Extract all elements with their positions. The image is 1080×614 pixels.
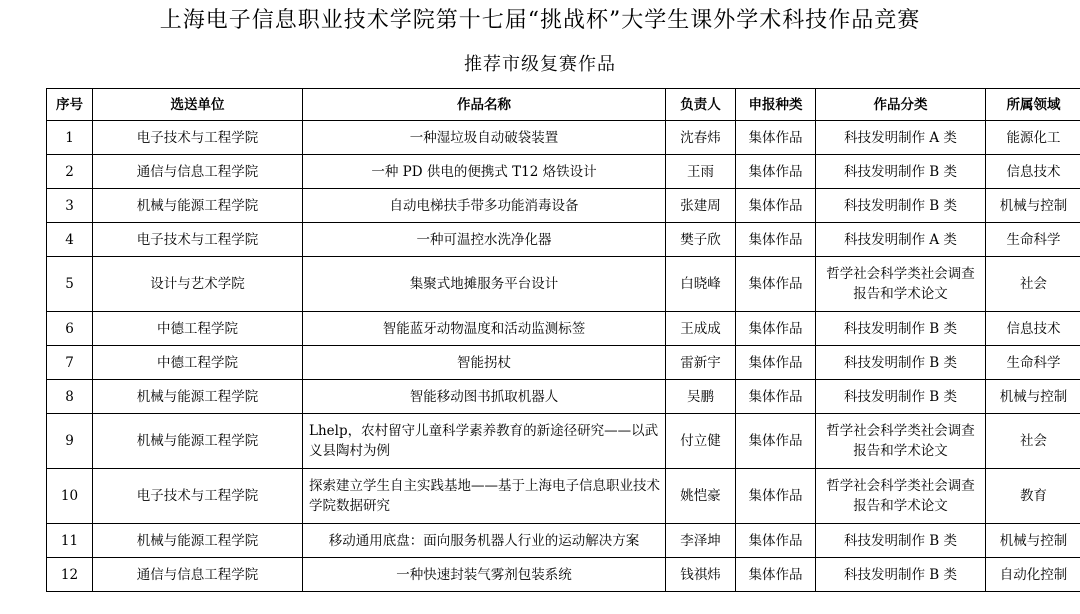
cell-leader: 王成成	[666, 312, 736, 346]
cell-field: 教育	[986, 469, 1080, 524]
cell-index: 2	[47, 155, 93, 189]
cell-category: 科技发明制作 B 类	[816, 524, 986, 558]
works-table	[46, 88, 1080, 592]
cell-entry-type: 集体作品	[736, 155, 816, 189]
cell-category: 科技发明制作 B 类	[816, 346, 986, 380]
cell-work-name: 移动通用底盘：面向服务机器人行业的运动解决方案	[303, 524, 666, 558]
cell-leader: 沈春炜	[666, 121, 736, 155]
cell-entry-type: 集体作品	[736, 223, 816, 257]
cell-unit: 机械与能源工程学院	[93, 189, 303, 223]
cell-leader: 付立健	[666, 414, 736, 469]
cell-field: 生命科学	[986, 346, 1080, 380]
table-row	[47, 257, 1080, 312]
cell-category: 科技发明制作 A 类	[816, 121, 986, 155]
table-row	[47, 189, 1080, 223]
table-row	[47, 558, 1080, 592]
header-unit: 选送单位	[93, 89, 303, 121]
cell-work-name: 智能蓝牙动物温度和活动监测标签	[303, 312, 666, 346]
cell-work-name: 探索建立学生自主实践基地——基于上海电子信息职业技术学院数据研究	[303, 469, 666, 524]
cell-unit: 机械与能源工程学院	[93, 380, 303, 414]
cell-index: 9	[47, 414, 93, 469]
cell-entry-type: 集体作品	[736, 469, 816, 524]
cell-unit: 设计与艺术学院	[93, 257, 303, 312]
cell-leader: 李泽坤	[666, 524, 736, 558]
cell-leader: 王雨	[666, 155, 736, 189]
cell-index: 1	[47, 121, 93, 155]
cell-leader: 樊子欣	[666, 223, 736, 257]
cell-leader: 张建周	[666, 189, 736, 223]
cell-work-name: 一种湿垃圾自动破袋装置	[303, 121, 666, 155]
cell-category: 科技发明制作 B 类	[816, 155, 986, 189]
cell-field: 信息技术	[986, 155, 1080, 189]
table-row	[47, 469, 1080, 524]
cell-field: 机械与控制	[986, 380, 1080, 414]
cell-work-name: 自动电梯扶手带多功能消毒设备	[303, 189, 666, 223]
cell-unit: 电子技术与工程学院	[93, 469, 303, 524]
table-row	[47, 346, 1080, 380]
cell-field: 能源化工	[986, 121, 1080, 155]
header-leader: 负责人	[666, 89, 736, 121]
cell-entry-type: 集体作品	[736, 524, 816, 558]
cell-unit: 中德工程学院	[93, 312, 303, 346]
cell-index: 8	[47, 380, 93, 414]
cell-field: 生命科学	[986, 223, 1080, 257]
header-index: 序号	[47, 89, 93, 121]
cell-index: 12	[47, 558, 93, 592]
cell-index: 4	[47, 223, 93, 257]
cell-field: 机械与控制	[986, 524, 1080, 558]
cell-work-name: 智能移动图书抓取机器人	[303, 380, 666, 414]
table-row	[47, 414, 1080, 469]
header-category: 作品分类	[816, 89, 986, 121]
cell-leader: 吴鹏	[666, 380, 736, 414]
cell-entry-type: 集体作品	[736, 312, 816, 346]
document-title: 上海电子信息职业技术学院第十七届“挑战杯”大学生课外学术科技作品竞赛	[159, 8, 921, 33]
cell-category: 科技发明制作 B 类	[816, 380, 986, 414]
table-row	[47, 155, 1080, 189]
cell-field: 自动化控制	[986, 558, 1080, 592]
table-row	[47, 121, 1080, 155]
cell-entry-type: 集体作品	[736, 189, 816, 223]
cell-entry-type: 集体作品	[736, 346, 816, 380]
cell-field: 信息技术	[986, 312, 1080, 346]
document-subtitle: 推荐市级复赛作品	[464, 54, 616, 75]
cell-index: 11	[47, 524, 93, 558]
table-row	[47, 223, 1080, 257]
cell-unit: 通信与信息工程学院	[93, 155, 303, 189]
cell-unit: 机械与能源工程学院	[93, 524, 303, 558]
cell-entry-type: 集体作品	[736, 558, 816, 592]
cell-leader: 钱祺炜	[666, 558, 736, 592]
cell-field: 机械与控制	[986, 189, 1080, 223]
table-header-row	[47, 89, 1080, 121]
cell-entry-type: 集体作品	[736, 380, 816, 414]
cell-index: 10	[47, 469, 93, 524]
cell-leader: 雷新宇	[666, 346, 736, 380]
cell-field: 社会	[986, 414, 1080, 469]
cell-category: 科技发明制作 B 类	[816, 189, 986, 223]
cell-entry-type: 集体作品	[736, 414, 816, 469]
table-row	[47, 312, 1080, 346]
cell-leader: 白晓峰	[666, 257, 736, 312]
cell-unit: 电子技术与工程学院	[93, 223, 303, 257]
cell-index: 7	[47, 346, 93, 380]
cell-entry-type: 集体作品	[736, 121, 816, 155]
table-row	[47, 524, 1080, 558]
cell-unit: 电子技术与工程学院	[93, 121, 303, 155]
cell-category: 哲学社会科学类社会调查报告和学术论文	[816, 257, 986, 312]
cell-entry-type: 集体作品	[736, 257, 816, 312]
cell-index: 6	[47, 312, 93, 346]
cell-index: 5	[47, 257, 93, 312]
cell-unit: 机械与能源工程学院	[93, 414, 303, 469]
cell-category: 科技发明制作 B 类	[816, 312, 986, 346]
cell-index: 3	[47, 189, 93, 223]
cell-work-name: 一种可温控水洗净化器	[303, 223, 666, 257]
cell-unit: 通信与信息工程学院	[93, 558, 303, 592]
cell-work-name: 智能拐杖	[303, 346, 666, 380]
cell-category: 科技发明制作 B 类	[816, 558, 986, 592]
cell-category: 哲学社会科学类社会调查报告和学术论文	[816, 414, 986, 469]
cell-unit: 中德工程学院	[93, 346, 303, 380]
header-work-name: 作品名称	[303, 89, 666, 121]
cell-field: 社会	[986, 257, 1080, 312]
header-field: 所属领域	[986, 89, 1080, 121]
table-row	[47, 380, 1080, 414]
cell-category: 哲学社会科学类社会调查报告和学术论文	[816, 469, 986, 524]
cell-category: 科技发明制作 A 类	[816, 223, 986, 257]
header-entry-type: 申报种类	[736, 89, 816, 121]
cell-work-name: 集聚式地摊服务平台设计	[303, 257, 666, 312]
cell-work-name: 一种快速封装气雾剂包装系统	[303, 558, 666, 592]
cell-leader: 姚恺豪	[666, 469, 736, 524]
cell-work-name: Lhelp，农村留守儿童科学素养教育的新途径研究——以武义县陶村为例	[303, 414, 666, 469]
cell-work-name: 一种 PD 供电的便携式 T12 烙铁设计	[303, 155, 666, 189]
